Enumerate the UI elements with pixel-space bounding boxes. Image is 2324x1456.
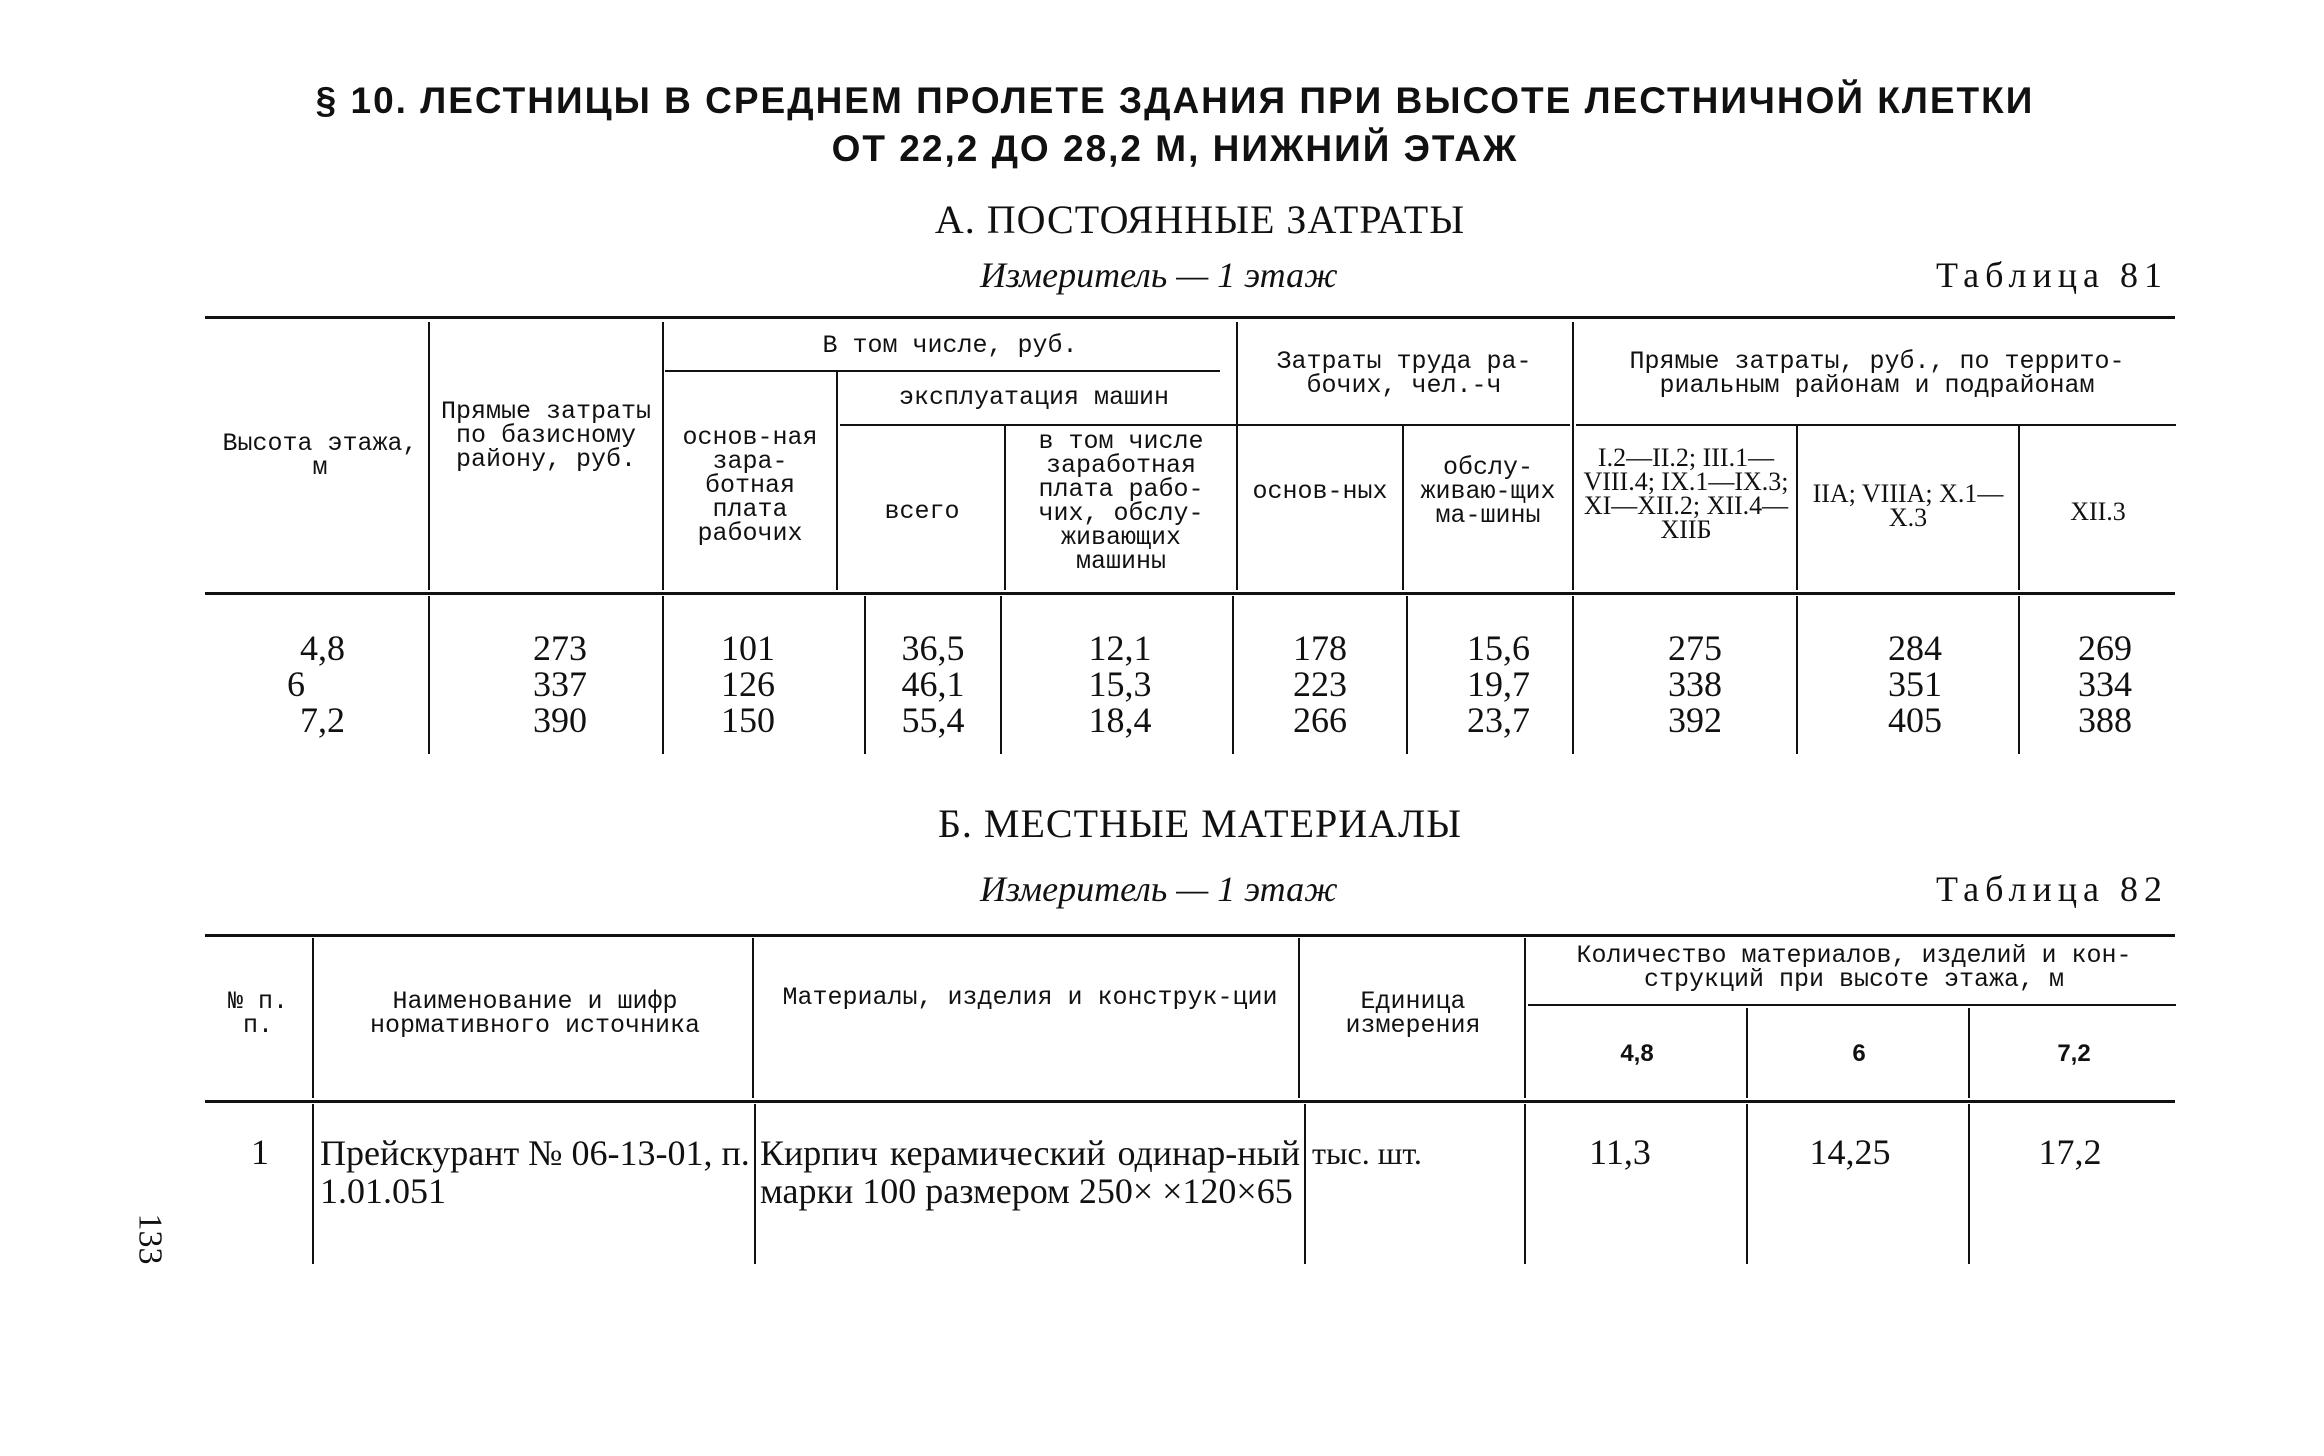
header-region-3: XII.3: [2070, 497, 2126, 526]
cell-region-2: 284: [1888, 628, 1942, 668]
cell-labor-service: 23,7: [1467, 700, 1530, 740]
header-height: Высота этажа, м: [222, 429, 418, 482]
cell-wages: 150: [721, 700, 775, 740]
header-labor-main: основ-ных: [1252, 477, 1388, 506]
part-b-measure: Измеритель — 1 этаж: [980, 869, 1338, 909]
table-81-col-line: [1232, 596, 1234, 754]
cell-labor-main: 266: [1293, 700, 1347, 740]
header-num: № п. п.: [227, 987, 288, 1040]
part-b-subtitle: Б. МЕСТНЫЕ МАТЕРИАЛЫ: [937, 801, 1463, 846]
header-h2: 6: [1852, 1040, 1866, 1067]
table-82-top-rule: [205, 934, 2175, 937]
cell-labor-service: 19,7: [1467, 664, 1530, 704]
table-81-header-rule: [205, 592, 2175, 595]
table-82-col-line: [1968, 1008, 1970, 1098]
table-82-col-line: [754, 1104, 756, 1264]
table-82-col-line: [752, 938, 754, 1098]
header-wages: основ-ная зара-ботная плата рабочих: [682, 423, 818, 548]
section-title-line1: § 10. ЛЕСТНИЦЫ В СРЕДНЕМ ПРОЛЕТЕ ЗДАНИЯ ПРИ ВЫСОТЕ ЛЕСТНИЧНОЙ КЛЕТКИ: [315, 80, 2035, 121]
cell-region-1: 392: [1668, 700, 1722, 740]
cell-labor-main: 223: [1293, 664, 1347, 704]
table-81-col-line: [1572, 596, 1574, 754]
cell-labor-service: 15,6: [1467, 628, 1530, 668]
table-82-col-line: [1524, 1104, 1526, 1264]
cell-wages: 101: [721, 628, 775, 668]
part-a-measure: Измеритель — 1 этаж: [980, 255, 1338, 295]
table-81-col-line: [428, 322, 430, 590]
table-81-rule: [665, 370, 1220, 372]
cell-height: 7,2: [300, 700, 345, 740]
table-82-col-line: [312, 1104, 314, 1264]
table-82-col-line: [1968, 1104, 1970, 1264]
cell-region-2: 351: [1888, 664, 1942, 704]
cell-unit: тыс. шт.: [1312, 1135, 1422, 1171]
cell-region-3: 388: [2078, 700, 2132, 740]
table-82-col-line: [1524, 938, 1526, 1098]
cell-labor-main: 178: [1293, 628, 1347, 668]
cell-q3: 17,2: [2038, 1132, 2102, 1172]
table-82-col-line: [1746, 1104, 1748, 1264]
cell-wages: 126: [721, 664, 775, 704]
table-81-rule: [1576, 424, 2176, 426]
cell-material: Кирпич керамический одинар-ный марки 100 размером 250× ×120×65: [760, 1133, 1300, 1211]
cell-direct-base: 273: [533, 628, 587, 668]
cell-machines-wages: 18,4: [1088, 700, 1152, 740]
header-name: Наименование и шифр нормативного источника: [369, 987, 701, 1040]
header-h3: 7,2: [2057, 1040, 2091, 1067]
table-81-col-line: [1572, 322, 1574, 590]
table-81-col-line: [662, 596, 664, 754]
page-number: 133: [131, 1213, 169, 1265]
header-region-2: IIA; VIIIA; X.1—X.3: [1812, 479, 2004, 532]
header-machines-total: всего: [884, 497, 960, 526]
table-81-col-line: [1796, 596, 1798, 754]
header-including: В том числе, руб.: [822, 331, 1078, 360]
header-h1: 4,8: [1620, 1040, 1654, 1067]
table-81-col-line: [1236, 322, 1238, 590]
header-machines-wages: в том числе заработная плата рабо-чих, обслу-живающих машины: [1038, 427, 1204, 576]
header-labor-service: обслу-живаю-щих ма-шины: [1420, 453, 1556, 530]
table-81-col-line: [1004, 426, 1006, 590]
cell-machines-wages: 12,1: [1088, 628, 1152, 668]
table-81-rule: [840, 424, 1240, 426]
cell-region-3: 269: [2078, 628, 2132, 668]
header-machines: эксплуатация машин: [898, 383, 1170, 412]
table-81-rule: [1240, 424, 1570, 426]
table-81-col-line: [1406, 596, 1408, 754]
table-82-header-rule: [205, 1100, 2175, 1103]
header-unit: Единица измерения: [1345, 987, 1481, 1040]
cell-region-3: 334: [2078, 664, 2132, 704]
header-regional: Прямые затраты, руб., по террито-риальным районам и подрайонам: [1629, 347, 2125, 400]
cell-region-2: 405: [1888, 700, 1942, 740]
table-82-label: Таблица 82: [1936, 869, 2168, 909]
header-labor: Затраты труда ра-бочих, чел.-ч: [1276, 347, 1532, 400]
cell-region-1: 275: [1668, 628, 1722, 668]
table-81-col-line: [1402, 426, 1404, 590]
cell-direct-base: 337: [533, 664, 587, 704]
header-region-1: I.2—II.2; III.1—VIII.4; IX.1—IX.3; XI—XII.2; XII.4—XIIБ: [1583, 443, 1789, 544]
table-81-col-line: [428, 596, 430, 754]
table-81-col-line: [662, 322, 664, 590]
cell-num: 1: [251, 1132, 269, 1172]
cell-machines-total: 55,4: [901, 700, 965, 740]
cell-height: 4,8: [300, 628, 345, 668]
cell-machines-wages: 15,3: [1088, 664, 1152, 704]
cell-q1: 11,3: [1589, 1132, 1651, 1172]
table-81-col-line: [864, 596, 866, 754]
table-81-col-line: [836, 372, 838, 590]
table-81-col-line: [1796, 426, 1798, 590]
table-81-label: Таблица 81: [1936, 255, 2168, 295]
table-82-col-line: [1746, 1008, 1748, 1098]
header-direct-base: Прямые затраты по базисному району, руб.: [440, 397, 652, 474]
cell-height: 6: [287, 664, 305, 704]
table-82-rule: [1528, 1004, 2176, 1006]
table-81-col-line: [1000, 596, 1002, 754]
cell-machines-total: 36,5: [901, 628, 965, 668]
cell-region-1: 338: [1668, 664, 1722, 704]
table-82-col-line: [312, 938, 314, 1098]
header-materials: Материалы, изделия и конструк-ции: [782, 983, 1278, 1012]
cell-q2: 14,25: [1809, 1132, 1891, 1172]
cell-direct-base: 390: [533, 700, 587, 740]
section-title-line2: ОТ 22,2 ДО 28,2 М, НИЖНИЙ ЭТАЖ: [831, 128, 1519, 169]
table-81-col-line: [2018, 426, 2020, 590]
header-quantity: Количество материалов, изделий и кон-струкций при высоте этажа, м: [1576, 941, 2132, 994]
cell-machines-total: 46,1: [901, 664, 965, 704]
table-82-col-line: [1304, 1104, 1306, 1264]
part-a-subtitle: А. ПОСТОЯННЫЕ ЗАТРАТЫ: [934, 197, 1466, 242]
table-81-top-rule: [205, 316, 2175, 319]
table-82-col-line: [1298, 938, 1300, 1098]
cell-source: Прейскурант № 06-13-01, п. 1.01.051: [320, 1133, 750, 1211]
table-81-col-line: [2018, 596, 2020, 754]
